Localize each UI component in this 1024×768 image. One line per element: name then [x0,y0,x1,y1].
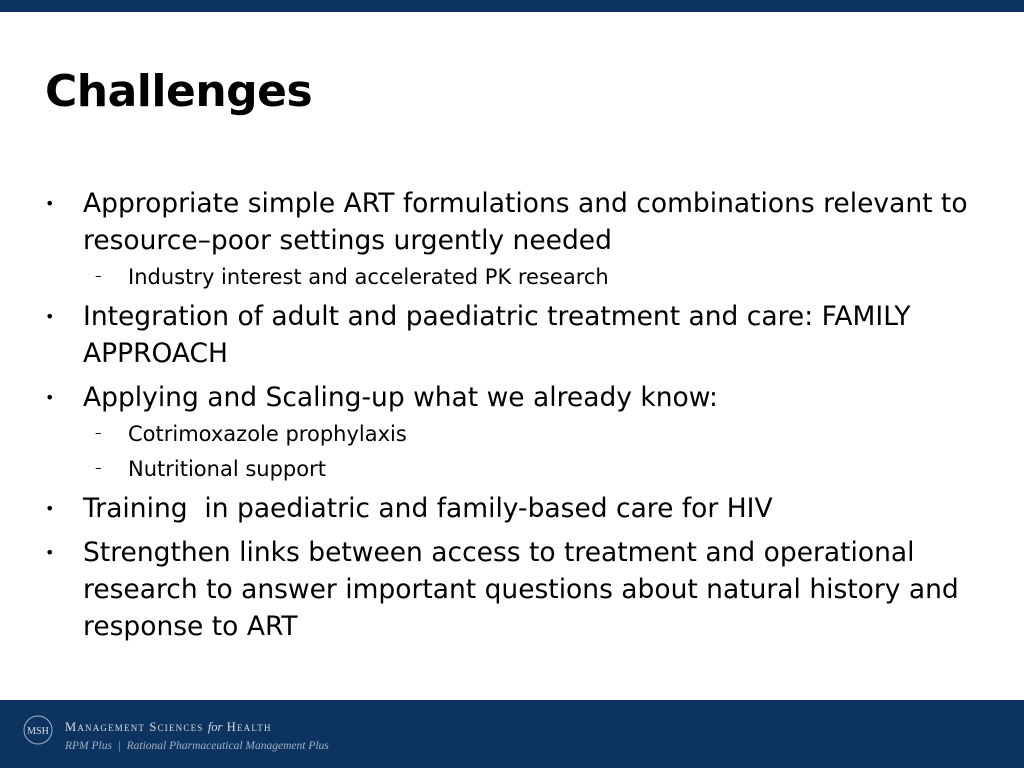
bullet-item [45,185,995,291]
slide-title: Challenges [45,66,313,117]
bullet-text: Strengthen links between access to treatment and operational research to answer important questions about natural history and response to ART [83,537,959,642]
top-accent-bar [0,0,1024,12]
org-name-part: Management Sciences [65,720,204,734]
sub-bullet-item: – Cotrimoxazole prophylaxis [83,420,995,448]
footer-bar [0,700,1024,768]
logo-text: MSH [27,726,49,737]
sub-bullet-item: – Nutritional support [83,455,995,483]
bullet-item [45,534,995,645]
bullet-item [45,490,995,527]
sub-bullet-item: – Industry interest and accelerated PK research [83,263,995,291]
org-name-for: for [207,720,223,734]
slide-content [45,185,995,652]
bullet-text: Appropriate simple ART formulations and combinations relevant to resource–poor settings urgently needed [83,188,968,256]
bullet-text: Integration of adult and paediatric treatment and care: FAMILY APPROACH [83,301,911,369]
msh-logo-icon [22,714,54,746]
bullet-item [45,298,995,372]
organization-tagline: RPM Plus | Rational Pharmaceutical Management Plus [65,740,329,752]
sub-bullet-list [83,420,995,483]
bullet-item [45,379,995,483]
bullet-text: Training in paediatric and family-based care for HIV [83,493,773,524]
organization-name [65,720,272,735]
bullet-text: Applying and Scaling-up what we already know: [83,382,718,413]
bullet-list [45,185,995,645]
org-name-part: Health [226,720,272,734]
sub-bullet-list [83,263,995,291]
